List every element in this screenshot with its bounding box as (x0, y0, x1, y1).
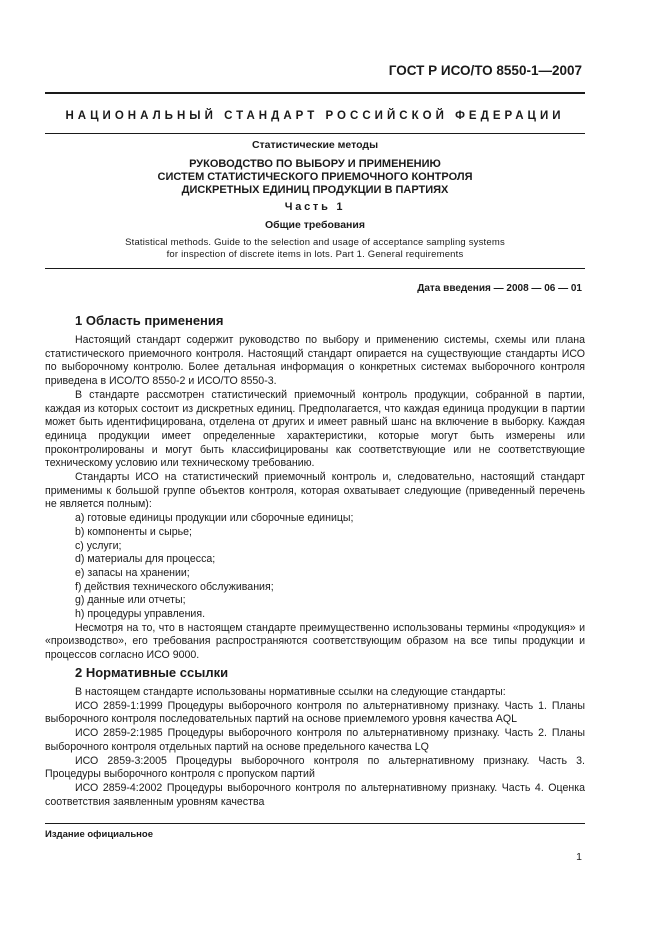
list-item: f) действия технического обслуживания; (75, 580, 274, 593)
list-item: c) услуги; (75, 539, 122, 552)
part-title: Общие требования (265, 219, 365, 231)
list-item: b) компоненты и сырье; (75, 525, 192, 538)
section-2-paragraph: В настоящем стандарте использованы нормативные ссылки на следующие стандарты: (75, 686, 506, 698)
english-title-line-2: for inspection of discrete items in lots. Part 1. General requirements (166, 249, 464, 260)
section-1-body (45, 334, 585, 663)
section-1-heading: 1 Область применения (75, 313, 224, 328)
section-1-paragraph: В стандарте рассмотрен статистический приемочный контроль продукции, собранной в партии, каждая из которых состоит из дискретных единиц. Предполагается, что каждая единица продукции в партии может быть идентифицирована, отделена от других и имеет равный шанс на включение в выборку. Каждая единица продукции имеет определенные характеристики, которые могут быть измерены или проконтролированы и могут быть классифицированы как соответствующие или не соответствующие техническому условию или техническому требованию. (45, 388, 585, 470)
page-number: 1 (576, 851, 582, 863)
normative-reference: ИСО 2859-4:2002 Процедуры выборочного контроля по альтернативному признаку. Часть 4. Оценка соответствия заявленным уровням качества (45, 781, 585, 808)
list-item: h) процедуры управления. (75, 608, 206, 621)
header-divider (45, 92, 585, 94)
part-number: Часть 1 (284, 201, 346, 213)
main-title-line-3: ДИСКРЕТНЫХ ЕДИНИЦ ПРОДУКЦИИ В ПАРТИЯХ (181, 184, 449, 196)
document-id: ГОСТ Р ИСО/ТО 8550-1—2007 (388, 63, 582, 78)
list-item: g) данные или отчеты; (75, 594, 186, 607)
title-divider (45, 133, 585, 134)
main-title (45, 158, 585, 197)
footer-divider (45, 823, 585, 824)
section-1-paragraph: Настоящий стандарт содержит руководство по выбору и применению системы, схемы или плана статистического приемочного контроля. Настоящий стандарт опирается на существующие стандарты ИСО по выборочному контролю. Более детальная информация о конкретных системах выборочного контроля приведена в ИСО/ТО 8550-2 и ИСО/ТО 8550-3. (45, 334, 585, 388)
section-2-body (45, 686, 585, 809)
effective-date: Дата введения — 2008 — 06 — 01 (417, 283, 582, 294)
english-title-line-1: Statistical methods. Guide to the selection and usage of acceptance sampling systems (125, 237, 505, 248)
edition-label: Издание официальное (45, 829, 153, 840)
main-title-line-2: СИСТЕМ СТАТИСТИЧЕСКОГО ПРИЕМОЧНОГО КОНТРОЛЯ (157, 171, 473, 183)
title-subtitle: Статистические методы (251, 139, 379, 151)
normative-reference: ИСО 2859-2:1985 Процедуры выборочного контроля по альтернативному признаку. Часть 2. Планы выборочного контроля отдельных партий на основе предельного качества LQ (45, 727, 585, 753)
list-item: a) готовые единицы продукции или сборочные единицы; (75, 512, 354, 525)
national-standard-title: НАЦИОНАЛЬНЫЙ СТАНДАРТ РОССИЙСКОЙ ФЕДЕРАЦИИ (65, 110, 565, 122)
main-title-line-1: РУКОВОДСТВО ПО ВЫБОРУ И ПРИМЕНЕНИЮ (189, 158, 441, 170)
list-item: e) запасы на хранении; (75, 566, 190, 579)
english-title (45, 237, 585, 261)
section-1-paragraph: Стандарты ИСО на статистический приемочный контроль и, следовательно, настоящий стандарт применимы к большой группе объектов контроля, которая охватывает следующие (приведенный перечень не является полным): (45, 471, 585, 511)
section-2-heading: 2 Нормативные ссылки (75, 665, 229, 680)
normative-reference: ИСО 2859-3:2005 Процедуры выборочного контроля по альтернативному признаку. Часть 3. Процедуры выборочного контроля с пропуском партий (45, 754, 585, 781)
section-1-paragraph: Несмотря на то, что в настоящем стандарте преимущественно использованы термины «продукция» и «производство», его требования распространяются соответствующим образом на все типы продукции и процессов согласно ИСО 9000. (45, 621, 585, 662)
date-divider (45, 268, 585, 269)
normative-reference: ИСО 2859-1:1999 Процедуры выборочного контроля по альтернативному признаку. Часть 1. Планы выборочного контроля последовательных партий на основе приемлемого уровня качества AQL (45, 699, 585, 726)
list-item: d) материалы для процесса; (75, 553, 216, 566)
